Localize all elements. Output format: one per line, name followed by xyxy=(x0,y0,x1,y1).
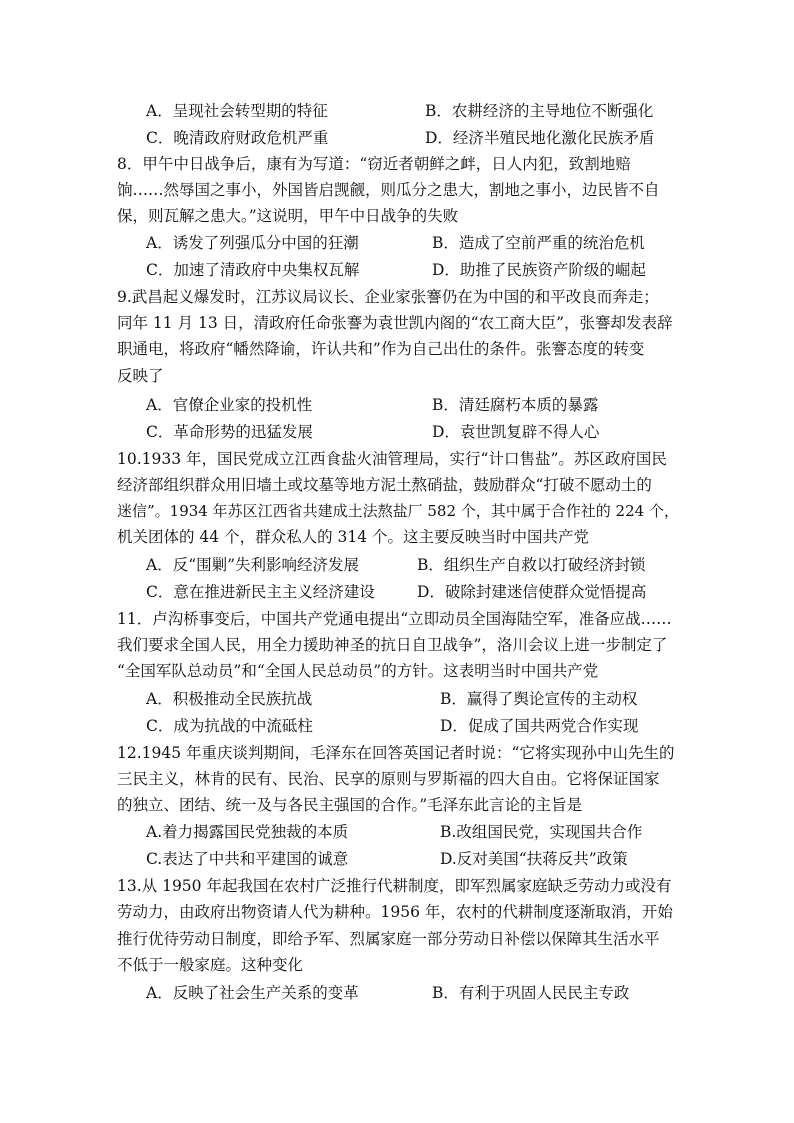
q13-option-b: B．有利于巩固人民民主专政 xyxy=(432,984,630,1002)
q11-stem-line: “全国军队总动员”和“全国人民总动员”的方针。这表明当时中国共产党 xyxy=(117,662,599,680)
q11-option-d: D．促成了国共两党合作实现 xyxy=(440,717,639,735)
q11-option-c: C．成为抗战的中流砥柱 xyxy=(146,717,313,735)
q8-option-a: A．诱发了列强瓜分中国的狂潮 xyxy=(146,234,359,252)
q13-stem-line: 不低于一般家庭。这种变化 xyxy=(117,956,304,974)
q9-stem-line: 反映了 xyxy=(117,367,164,385)
q8-stem-line: 饷……然辱国之事小，外国皆启觊觎，则瓜分之患大，割地之事小，边民皆不自 xyxy=(117,181,660,199)
q9-option-c: C．革命形势的迅猛发展 xyxy=(146,423,313,441)
q9-stem-line: 同年 11 月 13 日，清政府任命张謇为袁世凯内阁的“农工商大臣”，张謇却发表辞 xyxy=(117,314,673,332)
q12-option-c: C.表达了中共和平建国的诚意 xyxy=(146,850,349,868)
q9-option-a: A．官僚企业家的投机性 xyxy=(146,396,313,414)
q9-option-b: B．清廷腐朽本质的暴露 xyxy=(432,396,599,414)
q8-option-c: C．加速了清政府中央集权瓦解 xyxy=(146,261,360,279)
q10-option-d: D．破除封建迷信使群众觉悟提高 xyxy=(417,583,647,601)
q9-stem-line: 9.武昌起义爆发时，江苏议局议长、企业家张謇仍在为中国的和平改良而奔走； xyxy=(117,288,659,306)
q13-option-a: A．反映了社会生产关系的变革 xyxy=(146,984,359,1002)
q7-option-a: A．呈现社会转型期的特征 xyxy=(146,102,328,120)
q9-option-d: D．袁世凯复辟不得人心 xyxy=(432,423,600,441)
q12-option-b: B.改组国民党，实现国共合作 xyxy=(440,823,643,841)
q7-option-c: C．晚清政府财政危机严重 xyxy=(146,129,329,147)
q8-stem-line: 保，则瓦解之患大。”这说明，甲午中日战争的失败 xyxy=(117,207,459,225)
q11-option-a: A．积极推动全民族抗战 xyxy=(146,690,313,708)
q10-option-b: B．组织生产自救以打破经济封锁 xyxy=(417,556,646,574)
q10-stem-line: 机关团体的 44 个，群众私人的 314 个。这主要反映当时中国共产党 xyxy=(117,528,590,546)
q12-stem-line: 12.1945 年重庆谈判期间，毛泽东在回答英国记者时说：“它将实现孙中山先生的 xyxy=(117,744,675,762)
q7-option-d: D．经济半殖民地化激化民族矛盾 xyxy=(425,129,655,147)
q12-stem-line: 三民主义，林肯的民有、民治、民享的原则与罗斯福的四大自由。它将保证国家 xyxy=(117,770,660,788)
q10-stem-line: 经济部组织群众用旧墙土或坟墓等地方泥土熬硝盐，鼓励群众“打破不愿动土的 xyxy=(117,476,652,494)
q7-option-b: B．农耕经济的主导地位不断强化 xyxy=(425,102,654,120)
q10-option-c: C．意在推进新民主主义经济建设 xyxy=(146,583,375,601)
q8-stem-line: 8．甲午中日战争后，康有为写道：“窃近者朝鲜之衅，日人内犯，致割地赔 xyxy=(117,155,631,173)
q13-stem-line: 13.从 1950 年起我国在农村广泛推行代耕制度，即军烈属家庭缺乏劳动力或没有 xyxy=(117,877,672,895)
q10-stem-line: 10.1933 年，国民党成立江西食盐火油管理局，实行“计口售盐”。苏区政府国民 xyxy=(117,450,667,468)
q11-stem-line: 11．卢沟桥事变后，中国共产党通电提出“立即动员全国海陆空军，准备应战…… xyxy=(117,610,672,628)
q11-stem-line: 我们要求全国人民，用全力援助神圣的抗日自卫战争”，洛川会议上进一步制定了 xyxy=(117,636,668,654)
q12-option-a: A.着力揭露国民党独裁的本质 xyxy=(146,823,349,841)
q11-option-b: B．赢得了舆论宣传的主动权 xyxy=(440,690,638,708)
q12-option-d: D.反对美国“扶蒋反共”政策 xyxy=(440,850,628,868)
q9-stem-line: 职通电，将政府“幡然降谕，许认共和”作为自己出仕的条件。张謇态度的转变 xyxy=(117,340,645,358)
q12-stem-line: 的独立、团结、统一及与各民主强国的合作。”毛泽东此言论的主旨是 xyxy=(117,796,583,814)
q8-option-b: B．造成了空前严重的统治危机 xyxy=(432,234,645,252)
q10-option-a: A．反“围剿”失利影响经济发展 xyxy=(146,556,360,574)
q13-stem-line: 推行优待劳动日制度，即给予军、烈属家庭一部分劳动日补偿以保障其生活水平 xyxy=(117,930,660,948)
q13-stem-line: 劳动力，由政府出物资请人代为耕种。1956 年，农村的代耕制度逐渐取消，开始 xyxy=(117,903,673,921)
q10-stem-line: 迷信”。1934 年苏区江西省共建成土法熬盐厂 582 个，其中属于合作社的 224 个， xyxy=(117,502,679,520)
q8-option-d: D．助推了民族资产阶级的崛起 xyxy=(432,261,646,279)
